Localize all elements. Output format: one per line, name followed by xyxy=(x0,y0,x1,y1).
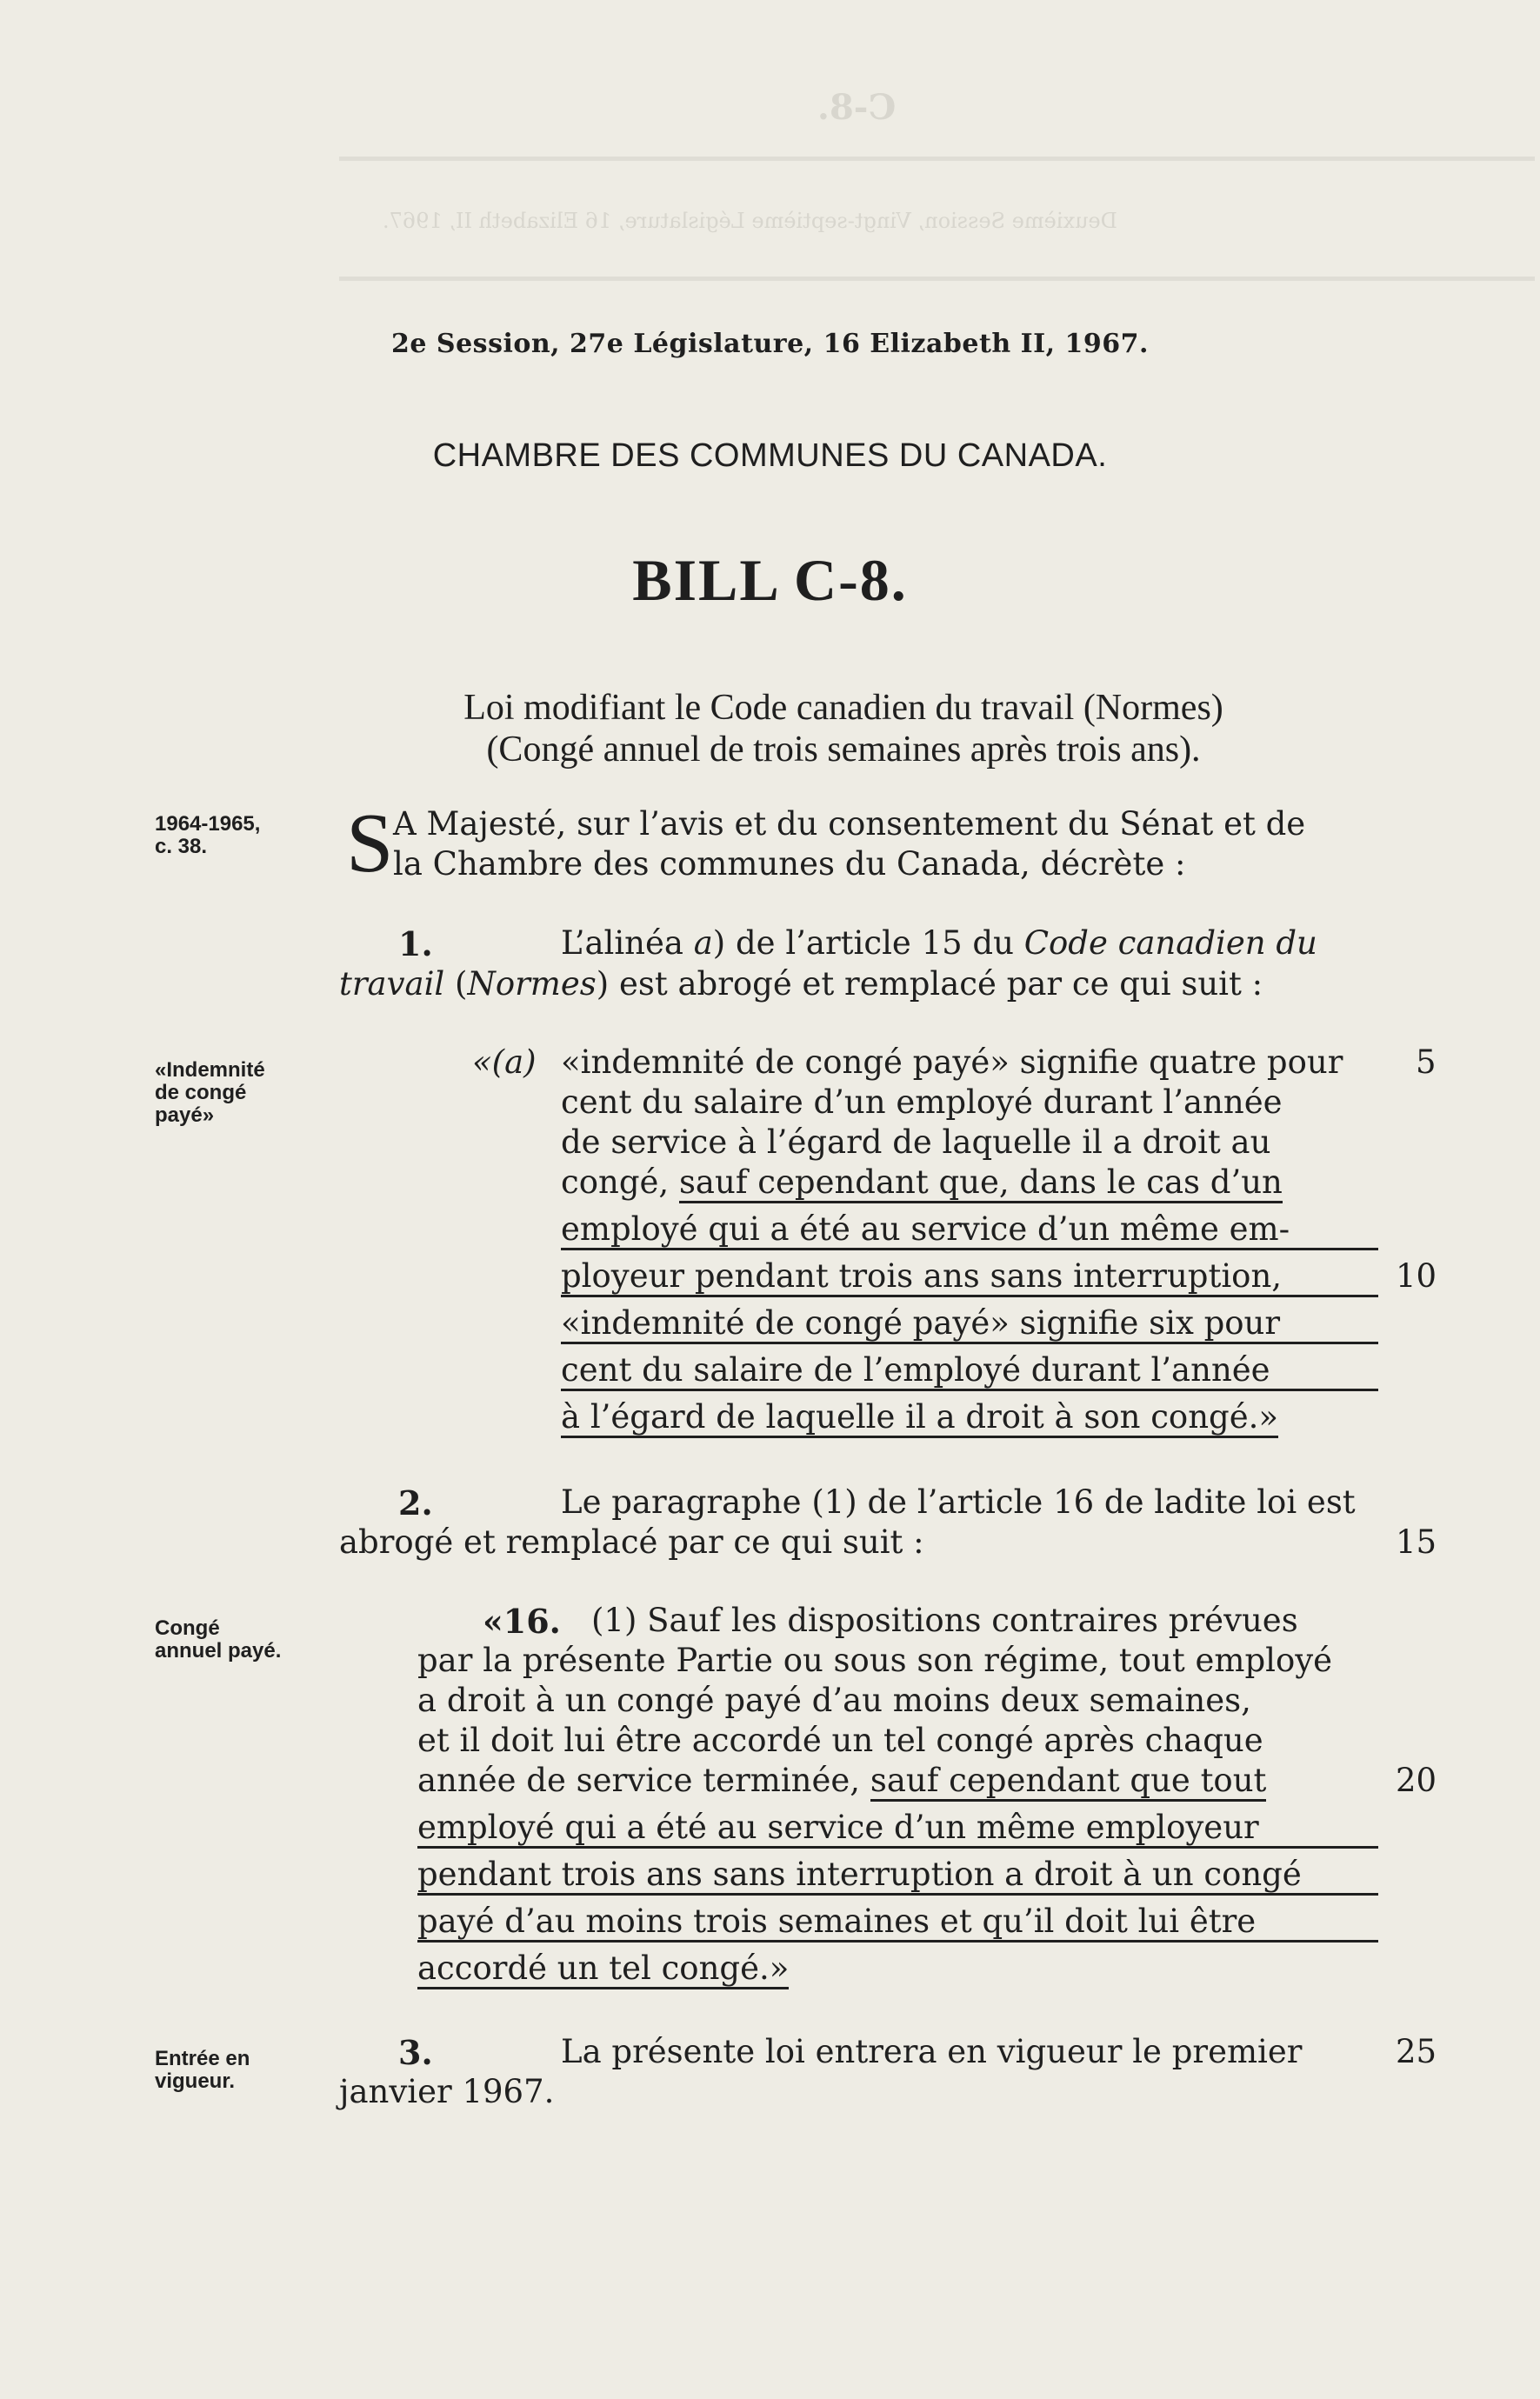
section-2-line-1: Le paragraphe (1) de l’article 16 de ladite loi est xyxy=(561,1483,1356,1521)
line-number-15: 15 xyxy=(1396,1523,1437,1561)
paragraph-a-amend-4: cent du salaire de l’employé durant l’année xyxy=(561,1351,1378,1391)
long-title-line-2: (Congé annuel de trois semaines après trois ans). xyxy=(486,730,1201,770)
section-16-line-1: (1) Sauf les dispositions contraires prévues xyxy=(591,1602,1298,1639)
margin-note-ref-line-1: 1964-1965, xyxy=(155,812,261,836)
margin-note-ref-line-2: c. 38. xyxy=(155,835,208,858)
line-number-5: 5 xyxy=(1416,1043,1437,1081)
ghost-rule-bottom xyxy=(339,277,1535,281)
section-2-line-2: abrogé et remplacé par ce qui suit : xyxy=(339,1523,924,1561)
paragraph-a-line-4 xyxy=(561,1163,1283,1201)
line-number-25: 25 xyxy=(1396,2033,1437,2070)
paragraph-a-line-3: de service à l’égard de laquelle il a droit au xyxy=(561,1123,1271,1161)
s1-text-d: Code canadien du xyxy=(1023,924,1317,962)
section-1-line-2 xyxy=(339,965,1263,1003)
paragraph-a-amend-3: «indemnité de congé payé» signifie six pour xyxy=(561,1304,1378,1344)
s1-line2-a: travail xyxy=(339,965,445,1003)
section-3-number: 3. xyxy=(398,2033,433,2072)
paragraph-a-amend-5: à l’égard de laquelle il a droit à son congé.» xyxy=(561,1398,1278,1438)
margin-note-conge-line-2: annuel payé. xyxy=(155,1639,282,1663)
margin-note-indemnite-line-2: de congé xyxy=(155,1081,247,1104)
margin-note-conge-line-1: Congé xyxy=(155,1616,220,1640)
margin-note-entree xyxy=(155,2048,329,2093)
margin-note-indemnite xyxy=(155,1059,329,1127)
preamble-line-1: A Majesté, sur l’avis et du consentement du Sénat et de xyxy=(393,805,1306,843)
line-number-10: 10 xyxy=(1396,1257,1437,1295)
section-16-line-5-plain: année de service terminée, xyxy=(417,1762,870,1799)
ghost-rule-top xyxy=(339,157,1535,161)
s1-line2-c: Normes xyxy=(467,965,597,1003)
session-line: 2e Session, 27e Législature, 16 Elizabeth II, 1967. xyxy=(391,329,1149,359)
bill-title: BILL C-8. xyxy=(632,547,908,613)
margin-note-ref xyxy=(155,813,329,858)
s1-text-a: L’alinéa xyxy=(561,924,694,962)
preamble-dropcap: S xyxy=(346,796,394,890)
line-number-20: 20 xyxy=(1396,1762,1437,1799)
ghost-session: Deuxième Session, Vingt-septième Législature, 16 Elizabeth II, 1967. xyxy=(383,209,1117,233)
s1-text-c: ) de l’article 15 du xyxy=(712,924,1024,962)
long-title-line-1: Loi modifiant le Code canadien du travail (Normes) xyxy=(463,688,1223,728)
section-16-amend-4: accordé un tel congé.» xyxy=(417,1949,789,1989)
margin-note-conge xyxy=(155,1617,329,1663)
section-3-line-1: La présente loi entrera en vigueur le premier xyxy=(561,2033,1303,2070)
section-1-line-1 xyxy=(561,924,1317,962)
s1-text-b: a xyxy=(693,924,713,962)
paragraph-a-label: «(a) xyxy=(472,1043,537,1081)
section-16-line-3: a droit à un congé payé d’au moins deux semaines, xyxy=(417,1682,1251,1719)
section-16-amend-2: pendant trois ans sans interruption a droit à un congé xyxy=(417,1856,1378,1896)
s1-line2-b: ( xyxy=(444,965,468,1003)
paragraph-a-line-4-underlined: sauf cependant que, dans le cas d’un xyxy=(679,1163,1283,1203)
chamber-heading: CHAMBRE DES COMMUNES DU CANADA. xyxy=(432,437,1108,474)
section-16-number: «16. xyxy=(483,1602,561,1641)
paragraph-a-line-1: «indemnité de congé payé» signifie quatre pour xyxy=(561,1043,1343,1081)
ghost-bill-number: C-8. xyxy=(817,87,897,128)
section-16-amend-1: employé qui a été au service d’un même employeur xyxy=(417,1809,1378,1849)
preamble-line-2: la Chambre des communes du Canada, décrète : xyxy=(393,845,1186,883)
section-3-line-2: janvier 1967. xyxy=(339,2073,555,2110)
section-16-line-5 xyxy=(417,1762,1266,1799)
paragraph-a-line-4-plain: congé, xyxy=(561,1163,679,1201)
section-2-number: 2. xyxy=(398,1483,433,1523)
section-16-line-4: et il doit lui être accordé un tel congé après chaque xyxy=(417,1722,1263,1759)
section-1-number: 1. xyxy=(398,924,433,963)
paragraph-a-amend-2: ployeur pendant trois ans sans interruption, xyxy=(561,1257,1378,1297)
margin-note-indemnite-line-3: payé» xyxy=(155,1103,215,1127)
s1-line2-d: ) est abrogé et remplacé par ce qui suit : xyxy=(596,965,1263,1003)
section-16-line-5-underlined: sauf cependant que tout xyxy=(870,1762,1267,1802)
margin-note-indemnite-line-1: «Indemnité xyxy=(155,1058,265,1082)
section-16-line-2: par la présente Partie ou sous son régime, tout employé xyxy=(417,1642,1333,1679)
margin-note-entree-line-1: Entrée en xyxy=(155,2047,250,2070)
section-16-amend-3: payé d’au moins trois semaines et qu’il doit lui être xyxy=(417,1903,1378,1943)
paragraph-a-amend-1: employé qui a été au service d’un même em- xyxy=(561,1210,1378,1250)
paragraph-a-line-2: cent du salaire d’un employé durant l’année xyxy=(561,1083,1283,1121)
margin-note-entree-line-2: vigueur. xyxy=(155,2069,236,2093)
